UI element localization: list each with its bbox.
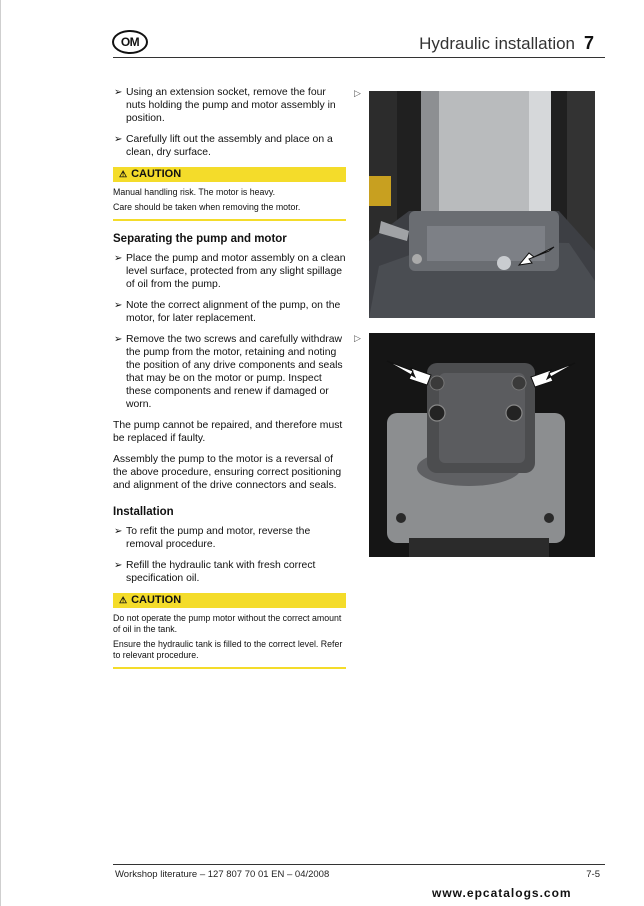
bullet-arrow-icon: ➢ (114, 560, 123, 571)
caution-text: Do not operate the pump motor without the correct amount of oil in the tank. (113, 613, 342, 634)
section-heading: Separating the pump and motor (113, 233, 287, 245)
warning-icon: ⚠ (119, 169, 128, 179)
bullet-arrow-icon: ➢ (114, 134, 123, 145)
caution-text: Care should be taken when removing the motor. (113, 202, 301, 212)
photo-marker: ▷ (354, 88, 361, 98)
watermark: www.epcatalogs.com (432, 886, 572, 900)
footer-reference: Workshop literature – 127 807 70 01 EN – 04/2008 (115, 869, 330, 880)
paragraph: Assembly the pump to the motor is a reversal of the above procedure, ensuring correct positioning and alignment of the drive connectors and seals. (113, 454, 342, 491)
list-item: ➢ Carefully lift out the assembly and place on a clean, dry surface. (114, 134, 333, 158)
caution-divider (113, 219, 346, 221)
list-item: ➢ Remove the two screws and carefully withdraw the pump from the motor, retaining and noting the position of any drive components and seals that may be on the motor or pump. Inspect these components and renew if damaged or worn. (114, 334, 343, 410)
list-item: ➢ Refill the hydraulic tank with fresh correct specification oil. (114, 560, 316, 584)
photo-marker: ▷ (354, 333, 361, 343)
om-logo: OM (112, 30, 148, 54)
bullet-arrow-icon: ➢ (114, 253, 123, 264)
photo-pump-on-motor (369, 333, 595, 557)
bullet-arrow-icon: ➢ (114, 87, 123, 98)
text-column (113, 86, 346, 681)
caution-text: Ensure the hydraulic tank is filled to the correct level. Refer to relevant procedure. (113, 639, 343, 660)
caution-text: Manual handling risk. The motor is heavy. (113, 187, 276, 197)
section-heading: Installation (113, 506, 174, 518)
page-edge (0, 0, 1, 906)
page-title: Hydraulic installation (419, 34, 575, 53)
footer-divider (113, 864, 605, 865)
caution-banner: ⚠ CAUTION (113, 167, 346, 182)
page-number: 7-5 (586, 869, 600, 880)
photo-pump-motor-installed (369, 91, 595, 318)
list-item: ➢ Place the pump and motor assembly on a clean level surface, protected from any slight spillage of oil from the pump. (114, 253, 346, 290)
chapter-number: 7 (584, 33, 595, 53)
list-item: ➢ Using an extension socket, remove the four nuts holding the pump and motor assembly in position. (114, 87, 336, 124)
header-divider (113, 57, 605, 58)
list-item: ➢ To refit the pump and motor, reverse the removal procedure. (114, 526, 311, 550)
photo-illustration (369, 91, 595, 318)
bullet-arrow-icon: ➢ (114, 526, 123, 537)
bullet-arrow-icon: ➢ (114, 300, 123, 311)
list-item: ➢ Note the correct alignment of the pump, on the motor, for later replacement. (114, 300, 341, 324)
caution-banner: ⚠ CAUTION (113, 593, 346, 608)
bullet-arrow-icon: ➢ (114, 334, 123, 345)
paragraph: The pump cannot be repaired, and therefore must be replaced if faulty. (113, 420, 343, 444)
caution-divider (113, 667, 346, 669)
warning-icon: ⚠ (119, 595, 128, 605)
photo-illustration (369, 333, 595, 557)
